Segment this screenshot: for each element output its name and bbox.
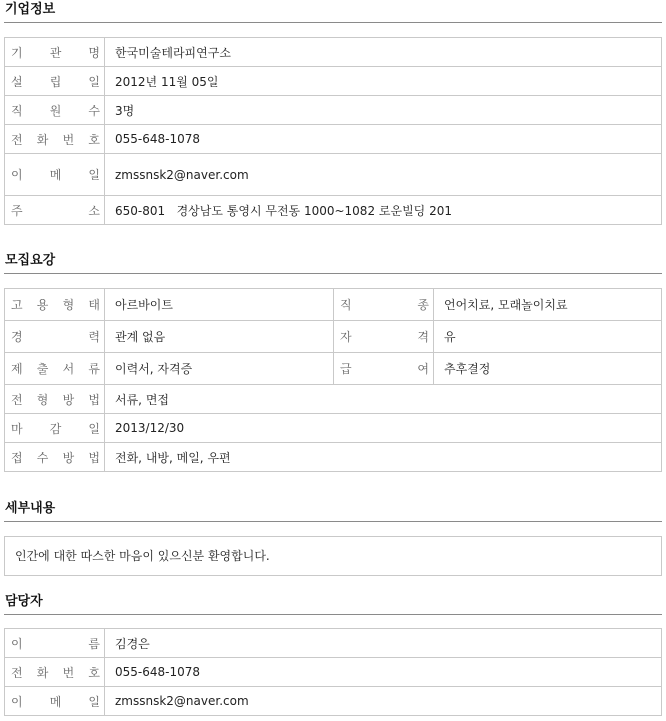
label-char: 호 — [88, 132, 100, 147]
job-type-value: 언어치료, 모래놀이치료 — [434, 289, 662, 321]
experience-value: 관계 없음 — [105, 321, 334, 353]
row-label — [11, 328, 100, 345]
table-row — [5, 289, 662, 321]
label-char: 번 — [62, 132, 75, 147]
label-char: 법 — [88, 392, 100, 407]
label-char: 메 — [49, 168, 62, 182]
label-char: 력 — [88, 330, 100, 344]
label-char: 방 — [62, 392, 75, 407]
table-row — [5, 67, 662, 96]
detail-text: 인간에 대한 따스한 마음이 있으신분 환영합니다. — [4, 536, 662, 576]
label-char: 이 — [11, 168, 23, 182]
recruit-table — [4, 288, 662, 472]
label-char: 류 — [88, 362, 100, 376]
label-char: 종 — [417, 298, 429, 312]
table-row — [5, 154, 662, 196]
table-row — [5, 687, 662, 716]
label-char: 수 — [88, 103, 100, 118]
label-char: 름 — [88, 636, 100, 651]
label-char: 일 — [88, 421, 100, 436]
label-char: 제 — [11, 362, 23, 376]
label-char: 수 — [36, 450, 49, 465]
row-label — [11, 449, 100, 466]
label-char: 마 — [11, 421, 23, 436]
label-char: 일 — [88, 74, 100, 89]
contact-phone-value: 055-648-1078 — [105, 658, 662, 687]
table-row — [5, 658, 662, 687]
label-char: 호 — [88, 665, 100, 680]
label-char: 자 — [340, 330, 352, 344]
label-char: 설 — [11, 74, 23, 89]
company-info-title: 기업정보 — [4, 0, 662, 23]
selection-method-value: 서류, 면접 — [105, 385, 662, 414]
table-row — [5, 353, 662, 385]
label-char: 법 — [88, 450, 100, 465]
label-char: 번 — [62, 665, 75, 680]
contact-table — [4, 628, 662, 716]
label-char: 방 — [62, 450, 75, 465]
label-char: 일 — [88, 168, 100, 182]
label-char: 격 — [417, 330, 429, 344]
row-label — [11, 296, 100, 313]
row-label — [11, 693, 100, 710]
label-char: 고 — [11, 298, 23, 312]
label-char: 관 — [49, 45, 62, 60]
label-char: 메 — [49, 694, 62, 709]
table-row — [5, 196, 662, 225]
row-label — [11, 420, 100, 437]
label-char: 서 — [62, 362, 75, 376]
table-row — [5, 385, 662, 414]
label-char: 화 — [36, 665, 49, 680]
recruit-title: 모집요강 — [4, 251, 662, 274]
table-row — [5, 321, 662, 353]
row-label — [11, 131, 100, 148]
qualification-value: 유 — [434, 321, 662, 353]
label-char: 소 — [88, 203, 100, 218]
detail-section — [4, 499, 662, 576]
salary-value: 추후결정 — [434, 353, 662, 385]
row-label — [11, 44, 100, 61]
row-label — [340, 296, 429, 313]
row-label — [11, 102, 100, 119]
company-phone-value: 055-648-1078 — [105, 125, 662, 154]
label-char: 출 — [36, 362, 49, 376]
table-row — [5, 96, 662, 125]
row-label — [11, 166, 100, 183]
label-char: 이 — [11, 694, 23, 709]
label-char: 명 — [88, 45, 100, 60]
contact-title: 담당자 — [4, 592, 662, 615]
table-row — [5, 125, 662, 154]
table-row — [5, 414, 662, 443]
label-char: 전 — [11, 392, 23, 407]
founded-date-value: 2012년 11월 05일 — [105, 67, 662, 96]
label-char: 일 — [88, 694, 100, 709]
recruit-section — [4, 251, 662, 472]
label-char: 전 — [11, 665, 23, 680]
row-label — [340, 328, 429, 345]
label-char: 태 — [88, 298, 100, 312]
row-label — [11, 391, 100, 408]
label-char: 접 — [11, 450, 23, 465]
company-info-table — [4, 37, 662, 225]
label-char: 원 — [49, 103, 62, 118]
deadline-value: 2013/12/30 — [105, 414, 662, 443]
label-char: 이 — [11, 636, 23, 651]
table-row — [5, 629, 662, 658]
contact-section — [4, 592, 662, 716]
label-char: 급 — [340, 362, 352, 376]
detail-title: 세부내용 — [4, 499, 662, 522]
label-char: 주 — [11, 203, 23, 218]
label-char: 여 — [417, 362, 429, 376]
application-method-value: 전화, 내방, 메일, 우편 — [105, 443, 662, 472]
label-char: 형 — [36, 392, 49, 407]
row-label — [340, 360, 429, 377]
label-char: 감 — [49, 421, 62, 436]
company-email-value: zmssnsk2@naver.com — [105, 154, 662, 196]
documents-value: 이력서, 자격증 — [105, 353, 334, 385]
table-row — [5, 443, 662, 472]
label-char: 립 — [49, 74, 62, 89]
label-char: 화 — [36, 132, 49, 147]
company-address-value: 650-801 경상남도 통영시 무전동 1000~1082 로운빌딩 201 — [105, 196, 662, 225]
label-char: 경 — [11, 330, 23, 344]
company-name-value: 한국미술테라피연구소 — [105, 38, 662, 67]
employee-count-value: 3명 — [105, 96, 662, 125]
contact-email-value: zmssnsk2@naver.com — [105, 687, 662, 716]
table-row — [5, 38, 662, 67]
row-label — [11, 664, 100, 681]
row-label — [11, 360, 100, 377]
employment-type-value: 아르바이트 — [105, 289, 334, 321]
label-char: 직 — [340, 298, 352, 312]
label-char: 형 — [62, 298, 75, 312]
company-info-section — [4, 0, 662, 225]
label-char: 용 — [36, 298, 49, 312]
label-char: 기 — [11, 45, 23, 60]
contact-name-value: 김경은 — [105, 629, 662, 658]
row-label — [11, 73, 100, 90]
row-label — [11, 202, 100, 219]
label-char: 전 — [11, 132, 23, 147]
row-label — [11, 635, 100, 652]
label-char: 직 — [11, 103, 23, 118]
